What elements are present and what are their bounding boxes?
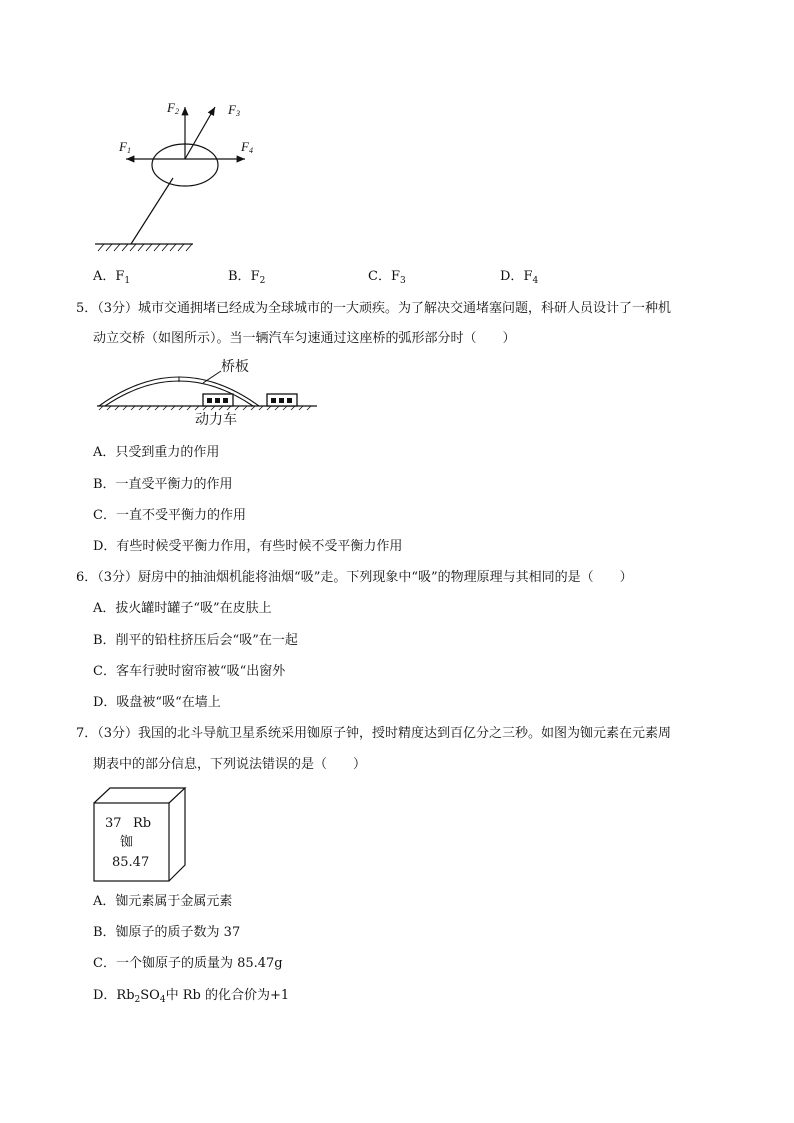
element-symbol: Rb xyxy=(133,816,152,831)
q5-stem-line1: 5．（3分）城市交通拥堵已经成为全球城市的一大顽疾。为了解决交通堵塞问题，科研人员设计了一种机 xyxy=(76,301,672,316)
q5-stem-line2: 动立交桥（如图所示）。当一辆汽车匀速通过这座桥的弧形部分时（ ） xyxy=(93,331,516,346)
q4-option-a[interactable]: A．$F_1$ xyxy=(93,269,131,286)
q5-option-d[interactable]: D．有些时候受平衡力作用，有些时候不受平衡力作用 xyxy=(93,539,403,554)
q7-option-a[interactable]: A．铷元素属于金属元素 xyxy=(93,894,233,909)
q7-option-b[interactable]: B．铷原子的质子数为 37 xyxy=(93,925,241,940)
element-name: 铷 xyxy=(120,835,134,850)
q7-stem-line1: 7．（3分）我国的北斗导航卫星系统采用铷原子钟，授时精度达到百亿分之三秒。如图为铷元素在元素周 xyxy=(76,726,672,741)
q4-option-b[interactable]: B．$F_2$ xyxy=(228,269,266,286)
q4-option-c[interactable]: C．$F_3$ xyxy=(368,269,406,286)
bridge-diagram xyxy=(95,358,320,430)
q7-stem-line2: 期表中的部分信息，下列说法错误的是（ ） xyxy=(93,757,367,772)
q6-stem: 6．（3分）厨房中的抽油烟机能将油烟“吸”走。下列现象中“吸”的物理原理与其相同的是（ ） xyxy=(76,570,633,585)
force-diagram xyxy=(95,98,265,256)
q5-option-c[interactable]: C．一直不受平衡力的作用 xyxy=(93,508,246,523)
bridge-label: 桥板 xyxy=(221,359,249,375)
q6-option-d[interactable]: D．吸盘被“吸“在墙上 xyxy=(93,695,221,710)
q6-option-a[interactable]: A．拔火罐时罐子“吸”在皮肤上 xyxy=(93,601,272,616)
q6-option-b[interactable]: B．削平的铅柱挤压后会“吸”在一起 xyxy=(93,633,298,648)
force-label-f2: F2 xyxy=(167,100,179,116)
power-car xyxy=(203,394,233,406)
q5-option-b[interactable]: B．一直受平衡力的作用 xyxy=(93,477,233,492)
ground-hatch xyxy=(98,244,192,251)
element-mass: 85.47 xyxy=(112,855,150,870)
force-label-f3: F3 xyxy=(228,102,240,118)
q7-option-d[interactable]: D．$Rb_2SO_4$中 Rb 的化合价为+1 xyxy=(93,988,290,1005)
power-car-label: 动力车 xyxy=(195,412,237,428)
q7-option-c[interactable]: C．一个铷原子的质量为 85.47g xyxy=(93,956,283,971)
q4-option-d[interactable]: D．$F_4$ xyxy=(500,269,539,286)
element-cell xyxy=(93,787,187,883)
car xyxy=(267,394,297,406)
force-diagram-svg xyxy=(95,98,265,256)
force-label-f4: F4 xyxy=(241,139,253,155)
force-label-f1: F1 xyxy=(119,139,131,155)
q5-option-a[interactable]: A．只受到重力的作用 xyxy=(93,445,220,460)
element-atomic-number: 37 xyxy=(105,816,122,831)
bridge-label-pointer xyxy=(203,371,221,383)
balloon-string xyxy=(131,178,173,244)
q6-option-c[interactable]: C．客车行驶时窗帘被“吸“出窗外 xyxy=(93,664,286,679)
